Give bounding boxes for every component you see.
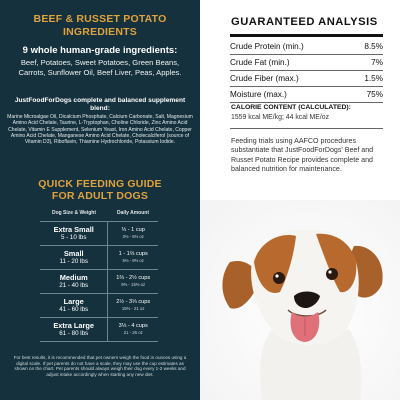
daily-amount-cell bbox=[108, 294, 158, 317]
aafco-statement: Feeding trials using AAFCO procedures substantiate that JustFoodForDogs' Beef and Russet Potato Recipe provides complete and balanced nutrition for maintenance. bbox=[231, 137, 374, 173]
daily-cups: 1 - 1⅔ cups bbox=[118, 251, 148, 258]
daily-amount-cell bbox=[108, 246, 158, 269]
table-row bbox=[40, 294, 158, 318]
feeding-guide-title-line2: FOR ADULT DOGS bbox=[51, 190, 149, 202]
supplement-blend-heading: JustFoodForDogs complete and balanced supplement blend: bbox=[14, 97, 186, 112]
dog-left-eye-glint bbox=[275, 274, 278, 277]
daily-ounces: 15⅔ - 21 oz bbox=[121, 306, 145, 312]
daily-ounces: 5⅔ - 9⅔ oz bbox=[122, 258, 144, 264]
calorie-content-value: 1559 kcal ME/kg; 44 kcal ME/oz bbox=[231, 114, 330, 121]
analysis-label: Crude Protein (min.) bbox=[230, 42, 304, 51]
dog-size-cell bbox=[40, 246, 108, 269]
column-header-size: Dog Size & Weight bbox=[51, 210, 97, 216]
dog-size-label: Medium bbox=[59, 273, 88, 283]
dog-size-label: Extra Large bbox=[53, 321, 95, 331]
column-header-amount: Daily Amount bbox=[116, 210, 150, 216]
daily-ounces: 9⅔ - 15⅔ oz bbox=[121, 282, 146, 288]
supplement-blend-list: Marine Microalgae Oil, Dicalcium Phosphate, Calcium Carbonate, Salt, Magnesium Amino Acid Chelate, Taurine, L-Tryptophan, Choline Chloride, Zinc Amino Acid Chelate, Vitamin E Supplement, Selenium Yeast, Iron Amino Acid Chelate, Copper Amino Acid Chelate, Manganese Amino Acid Chelate, Cholecalciferol (source of Vitamin D3), Riboflavin, Thiamine Hydrochloride, Potassium Iodide. bbox=[7, 114, 193, 146]
analysis-value: 8.5% bbox=[364, 42, 383, 51]
analysis-value: 75% bbox=[366, 90, 383, 99]
dog-weight-range: 5 - 10 lbs bbox=[60, 234, 87, 242]
dog-weight-range: 41 - 60 lbs bbox=[59, 306, 89, 314]
recipe-title bbox=[0, 13, 200, 39]
dog-size-cell bbox=[40, 318, 108, 341]
title-divider bbox=[230, 34, 383, 37]
dog-right-eye bbox=[326, 268, 338, 280]
ingredients-heading: 9 whole human-grade ingredients: bbox=[22, 45, 178, 56]
dog-weight-range: 21 - 40 lbs bbox=[59, 282, 89, 290]
analysis-row bbox=[230, 55, 383, 71]
dog-right-eye-glint bbox=[328, 270, 331, 273]
dog-size-label: Large bbox=[63, 297, 84, 307]
calorie-divider bbox=[230, 128, 383, 129]
dog-weight-range: 11 - 20 lbs bbox=[59, 258, 88, 266]
dog-left-eye bbox=[273, 272, 285, 284]
feeding-table bbox=[40, 221, 158, 342]
feeding-guide-title bbox=[0, 178, 200, 202]
table-row bbox=[40, 270, 158, 294]
dog-size-cell bbox=[40, 222, 108, 245]
daily-amount-cell bbox=[108, 222, 158, 245]
analysis-value: 7% bbox=[371, 58, 383, 67]
feeding-footnote: For best results, it is recommended that pet owners weigh the food in ounces using a digital scale. If pet parents do not have a scale, they may use the cup estimates as shown on the chart. Pet parents should always weigh their dog every 1-2 weeks and adjust intake accordingly when starting any new diet. bbox=[13, 355, 187, 378]
analysis-row bbox=[230, 39, 383, 55]
daily-amount-cell bbox=[108, 318, 158, 341]
daily-cups: ⅓ - 1 cup bbox=[121, 227, 145, 234]
table-row bbox=[40, 318, 158, 342]
analysis-table bbox=[230, 39, 383, 103]
daily-cups: 1⅔ - 2½ cups bbox=[116, 275, 151, 282]
daily-ounces: 21 - 26 oz bbox=[123, 330, 143, 336]
feeding-guide-title-line1: QUICK FEEDING GUIDE bbox=[38, 178, 162, 190]
dog-size-cell bbox=[40, 270, 108, 293]
ingredients-list: Beef, Potatoes, Sweet Potatoes, Green Beans, Carrots, Sunflower Oil, Beef Liver, Peas, Apples. bbox=[18, 58, 182, 77]
calorie-content-heading: CALORIE CONTENT (CALCULATED): bbox=[231, 104, 351, 111]
dog-photo bbox=[200, 200, 400, 400]
analysis-row bbox=[230, 87, 383, 103]
analysis-label: Crude Fat (min.) bbox=[230, 58, 290, 67]
dog-size-label: Small bbox=[63, 249, 84, 259]
daily-ounces: 3⅓ - 5⅔ oz bbox=[122, 234, 144, 240]
dog-size-cell bbox=[40, 294, 108, 317]
recipe-title-line1: BEEF & RUSSET POTATO bbox=[33, 13, 167, 25]
analysis-row bbox=[230, 71, 383, 87]
dog-weight-range: 61 - 80 lbs bbox=[59, 330, 89, 338]
analysis-value: 1.5% bbox=[364, 74, 383, 83]
guaranteed-analysis-title: GUARANTEED ANALYSIS bbox=[231, 16, 378, 28]
analysis-panel bbox=[200, 0, 400, 400]
dog-size-label: Extra Small bbox=[53, 225, 94, 235]
analysis-label: Crude Fiber (max.) bbox=[230, 74, 299, 83]
daily-amount-cell bbox=[108, 270, 158, 293]
daily-cups: 2½ - 3⅓ cups bbox=[116, 299, 151, 306]
table-row bbox=[40, 246, 158, 270]
analysis-label: Moisture (max.) bbox=[230, 90, 287, 99]
table-row bbox=[40, 222, 158, 246]
recipe-title-line2: INGREDIENTS bbox=[63, 26, 137, 38]
daily-cups: 3⅓ - 4 cups bbox=[118, 323, 148, 330]
